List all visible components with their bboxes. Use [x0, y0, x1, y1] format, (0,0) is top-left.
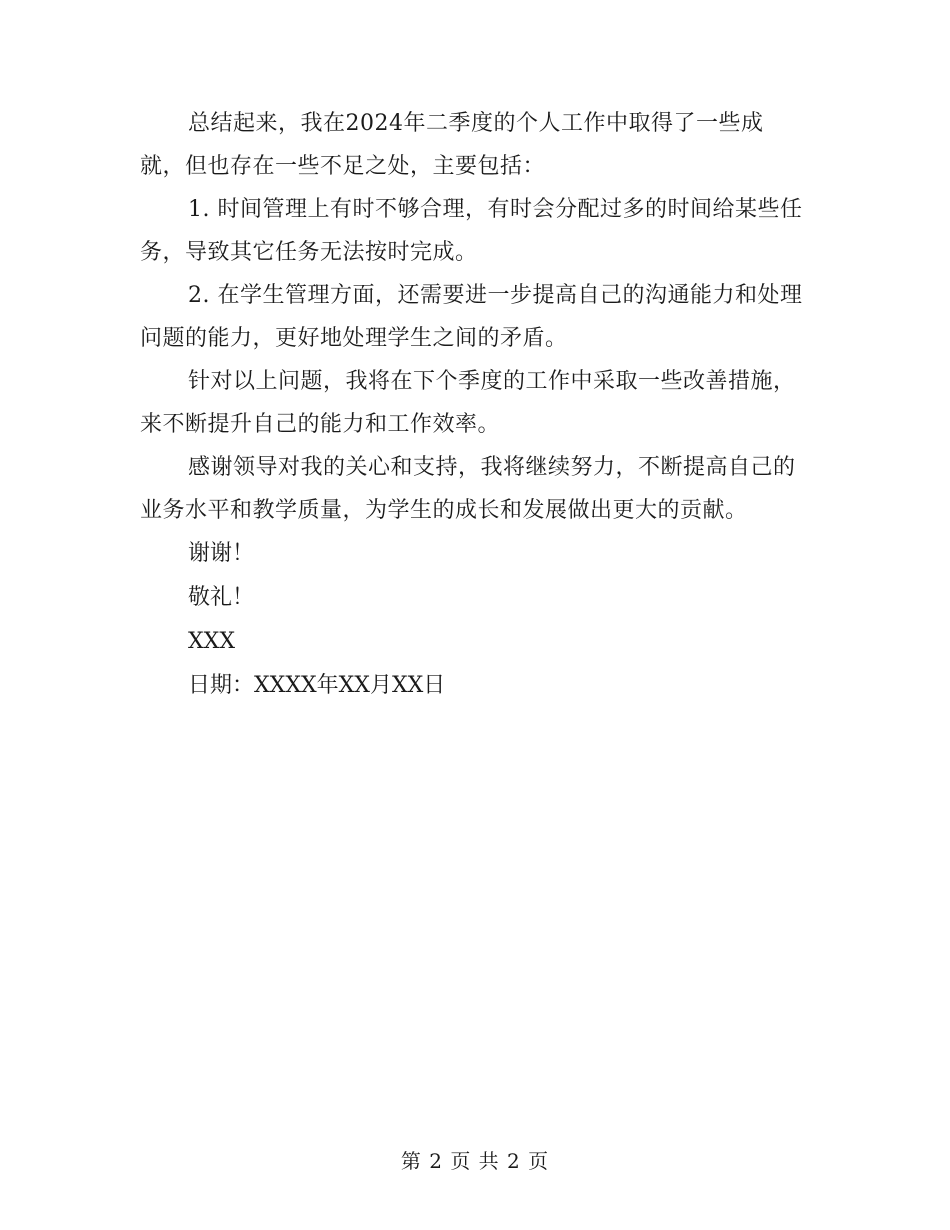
document-body: [140, 102, 808, 708]
paragraph-summary: 总结起来，我在2024年二季度的个人工作中取得了一些成就，但也存在一些不足之处，主要包括：: [140, 111, 764, 179]
paragraph-improvement: 针对以上问题，我将在下个季度的工作中采取一些改善措施，来不断提升自己的能力和工作效率。: [140, 369, 796, 437]
signature-date: 日期：XXXX年XX月XX日: [188, 673, 446, 698]
page-footer: [0, 1145, 950, 1174]
paragraph-thanks-leaders: 感谢领导对我的关心和支持，我将继续努力，不断提高自己的业务水平和教学质量，为学生的成长和发展做出更大的贡献。: [140, 455, 796, 523]
paragraph-item-1: 1. 时间管理上有时不够合理，有时会分配过多的时间给某些任务，导致其它任务无法按时完成。: [140, 197, 803, 265]
closing-thanks: 谢谢！: [188, 541, 255, 566]
paragraph-item-2: 2. 在学生管理方面，还需要进一步提高自己的沟通能力和处理问题的能力，更好地处理学生之间的矛盾。: [140, 283, 803, 351]
signature-name: XXX: [188, 629, 235, 654]
page-number-label: 第 2 页 共 2 页: [400, 1149, 550, 1173]
closing-salute: 敬礼！: [188, 585, 255, 610]
